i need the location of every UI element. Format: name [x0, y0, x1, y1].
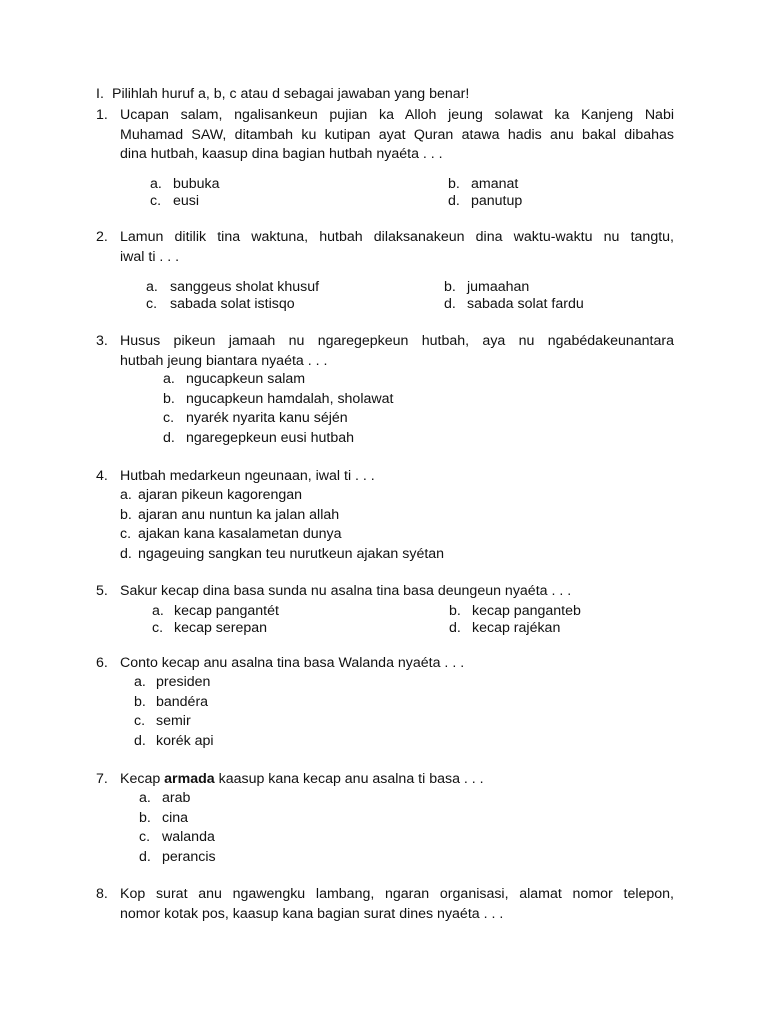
question-6 [0, 654, 768, 674]
question-number: 1. [96, 107, 108, 123]
option-text: ngaregepkeun eusi hutbah [186, 429, 355, 446]
question-number: 8. [96, 886, 108, 902]
question-line [120, 770, 674, 790]
option-letter: d. [139, 848, 151, 865]
instruction-number: I. [96, 86, 104, 102]
option-text: cina [162, 809, 189, 826]
option-text: sabada solat fardu [467, 296, 584, 312]
question-text-before: Kecap [120, 771, 165, 787]
instruction [0, 85, 768, 105]
option-text: amanat [471, 176, 519, 192]
option-text: korék api [156, 732, 214, 749]
option-letter: c. [139, 829, 151, 845]
question-number: 2. [96, 229, 108, 245]
question-line: Muhamad SAW, ditambah ku kutipan ayat Quran atawa hadis anu bakal dibahas [120, 126, 674, 143]
option-letter: c. [150, 193, 162, 209]
option-text: bubuka [173, 176, 220, 192]
option-text: semir [156, 713, 191, 729]
option-text: ngageuing sangkan teu nurutkeun ajakan syétan [138, 545, 445, 562]
options-1 [0, 175, 768, 209]
question-3 [0, 332, 768, 371]
question-number: 5. [96, 583, 108, 599]
option-text: ajaran anu nuntun ka jalan allah [138, 506, 340, 523]
option-text: sabada solat istisqo [170, 296, 295, 312]
option-text: kecap pangantét [174, 603, 279, 619]
question-line: Lamun ditilik tina waktuna, hutbah dilaksanakeun dina waktu-waktu nu tangtu, [120, 229, 674, 245]
option-letter: c. [152, 620, 164, 636]
option-text: nyarék nyarita kanu séjén [186, 410, 348, 426]
option-letter: d. [134, 732, 146, 749]
question-line: Conto kecap anu asalna tina basa Walanda nyaéta . . . [120, 655, 465, 671]
option-text: ngucapkeun salam [186, 371, 306, 387]
option-text: bandéra [156, 693, 209, 710]
option-text: walanda [162, 829, 215, 845]
option-text: ngucapkeun hamdalah, sholawat [186, 390, 394, 407]
option-letter: a. [146, 279, 158, 295]
options-4 [0, 486, 768, 564]
options-2 [0, 278, 768, 312]
option-letter: b. [448, 176, 460, 192]
option-text: perancis [162, 848, 216, 865]
option-letter: d. [120, 545, 132, 562]
question-4 [0, 467, 768, 487]
option-letter: d. [163, 429, 175, 446]
question-number: 4. [96, 468, 108, 484]
question-line: Sakur kecap dina basa sunda nu asalna tina basa deungeun nyaéta . . . [120, 583, 572, 599]
option-text: panutup [471, 193, 523, 209]
option-letter: b. [139, 809, 151, 826]
option-letter: a. [134, 674, 146, 690]
option-letter: d. [449, 620, 461, 636]
question-line: dina hutbah, kaasup dina bagian hutbah nyaéta . . . [120, 146, 443, 162]
options-6 [0, 673, 768, 751]
question-text-after: kaasup kana kecap anu asalna ti basa . . . [214, 771, 484, 787]
option-letter: d. [448, 193, 460, 209]
question-5 [0, 582, 768, 602]
option-letter: b. [134, 693, 146, 710]
option-letter: c. [134, 713, 146, 729]
option-letter: b. [163, 390, 175, 407]
bold-term: armada [164, 771, 215, 787]
option-letter: b. [444, 279, 456, 295]
question-number: 3. [96, 333, 108, 349]
question-number: 7. [96, 771, 108, 787]
question-7 [0, 770, 768, 790]
question-number: 6. [96, 655, 108, 671]
option-text: jumaahan [467, 279, 530, 295]
option-text: kecap rajékan [472, 620, 561, 636]
option-letter: b. [120, 506, 132, 523]
option-letter: a. [163, 371, 175, 387]
option-letter: a. [139, 790, 151, 806]
question-line: iwal ti . . . [120, 248, 180, 265]
question-2 [0, 228, 768, 267]
instruction-text: Pilihlah huruf a, b, c atau d sebagai jawaban yang benar! [112, 86, 470, 102]
option-text: presiden [156, 674, 211, 690]
options-5 [0, 602, 768, 636]
option-letter: c. [146, 296, 158, 312]
option-letter: c. [120, 526, 132, 542]
option-text: sanggeus sholat khusuf [170, 279, 320, 295]
options-3 [0, 370, 768, 448]
option-letter: a. [150, 176, 162, 192]
option-letter: a. [152, 603, 164, 619]
option-text: kecap serepan [174, 620, 268, 636]
question-line: Kop surat anu ngawengku lambang, ngaran organisasi, alamat nomor telepon, [120, 886, 674, 902]
options-7 [0, 789, 768, 867]
option-text: ajaran pikeun kagorengan [138, 487, 303, 503]
option-letter: c. [163, 410, 175, 426]
question-8 [0, 885, 768, 924]
option-letter: a. [120, 487, 132, 503]
option-text: kecap panganteb [472, 603, 581, 619]
question-line: hutbah jeung biantara nyaéta . . . [120, 352, 328, 369]
option-text: ajakan kana kasalametan dunya [138, 526, 342, 542]
question-line: Ucapan salam, ngalisankeun pujian ka Alloh jeung solawat ka Kanjeng Nabi [120, 107, 674, 123]
question-line: nomor kotak pos, kaasup kana bagian surat dines nyaéta . . . [120, 905, 504, 922]
question-line: Hutbah medarkeun ngeunaan, iwal ti . . . [120, 468, 375, 484]
question-1 [0, 106, 768, 165]
option-letter: b. [449, 603, 461, 619]
question-line: Husus pikeun jamaah nu ngaregepkeun hutbah, aya nu ngabédakeunantara [120, 333, 674, 349]
option-text: eusi [173, 193, 200, 209]
option-text: arab [162, 790, 191, 806]
option-letter: d. [444, 296, 456, 312]
